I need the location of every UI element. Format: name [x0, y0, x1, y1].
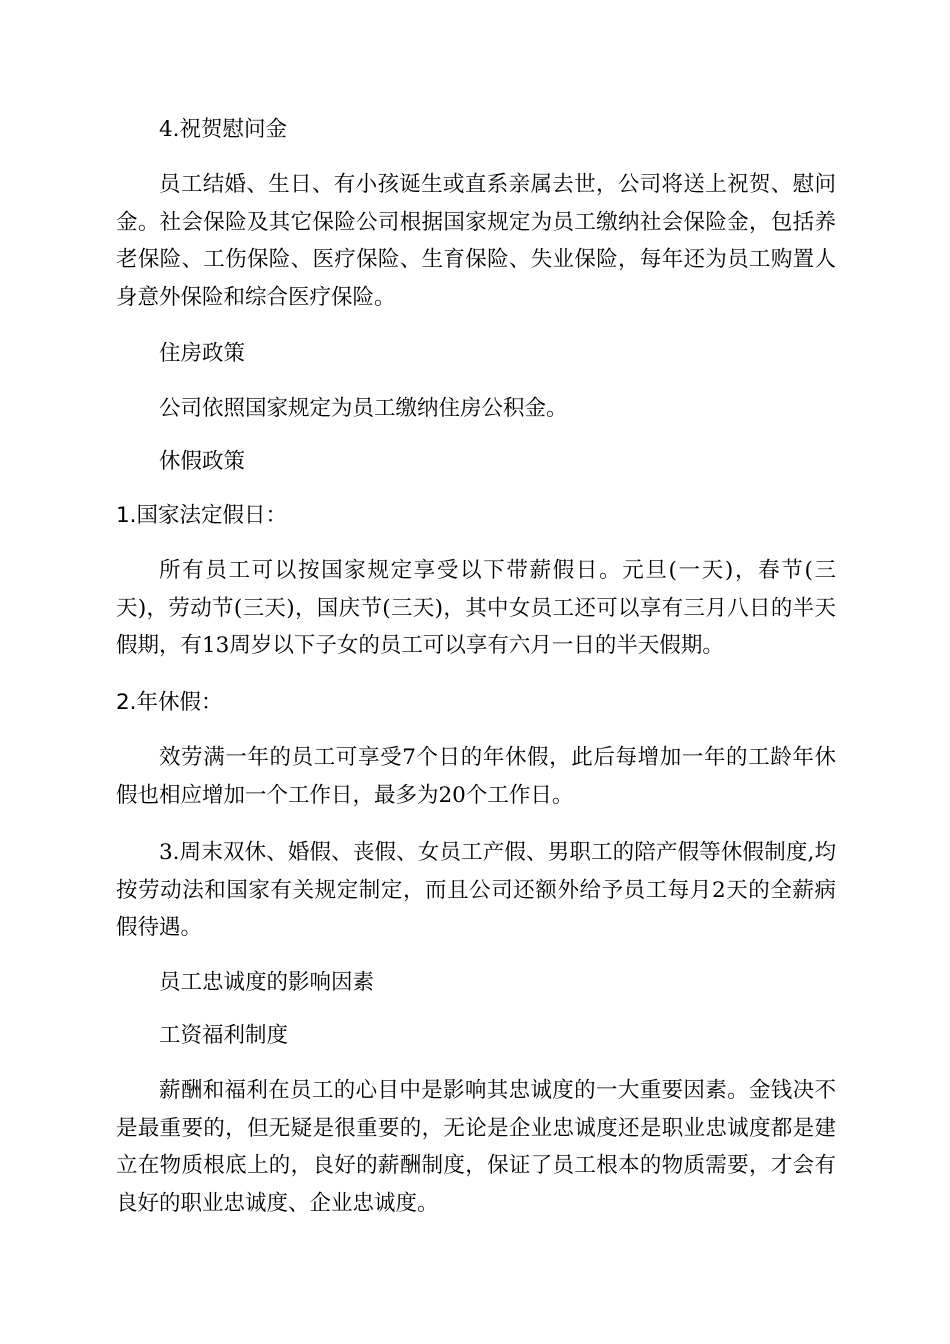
- paragraph-salary-welfare: 薪酬和福利在员工的心目中是影响其忠诚度的一大重要因素。金钱决不是最重要的，但无疑是很重要的，无论是企业忠诚度还是职业忠诚度都是建立在物质根底上的，良好的薪酬制度，保证了员工根本的物质需要，才会有良好的职业忠诚度、企业忠诚度。: [116, 1078, 836, 1216]
- heading-salary-welfare: 工资福利制度: [159, 1023, 289, 1048]
- heading-gift-money: 4.祝贺慰问金: [159, 117, 288, 142]
- heading-annual-leave: 2.年休假：: [116, 690, 223, 715]
- paragraph-statutory-holidays: 所有员工可以按国家规定享受以下带薪假日。元旦(一天)，春节(三天)，劳动节(三天)，国庆节(三天)，其中女员工还可以享有三月八日的半天假期，有13周岁以下子女的员工可以享有六月一日的半天假期。: [116, 558, 836, 659]
- paragraph-other-leave: 3.周末双休、婚假、丧假、女员工产假、男职工的陪产假等休假制度,均按劳动法和国家有关规定制定，而且公司还额外给予员工每月2天的全薪病假待遇。: [116, 840, 836, 941]
- heading-leave-policy: 休假政策: [159, 449, 246, 474]
- heading-housing-policy: 住房政策: [159, 341, 246, 366]
- paragraph-housing-policy: 公司依照国家规定为员工缴纳住房公积金。: [159, 396, 568, 421]
- heading-loyalty-factors: 员工忠诚度的影响因素: [159, 970, 375, 995]
- paragraph-gift-money: 员工结婚、生日、有小孩诞生或直系亲属去世，公司将送上祝贺、慰问金。社会保险及其它保险公司根据国家规定为员工缴纳社会保险金，包括养老保险、工伤保险、医疗保险、生育保险、失业保险，每年还为员工购置人身意外保险和综合医疗保险。: [116, 172, 836, 310]
- heading-statutory-holidays: 1.国家法定假日：: [116, 503, 288, 528]
- paragraph-annual-leave: 效劳满一年的员工可享受7个日的年休假，此后每增加一年的工龄年休假也相应增加一个工作日，最多为20个工作日。: [116, 745, 836, 808]
